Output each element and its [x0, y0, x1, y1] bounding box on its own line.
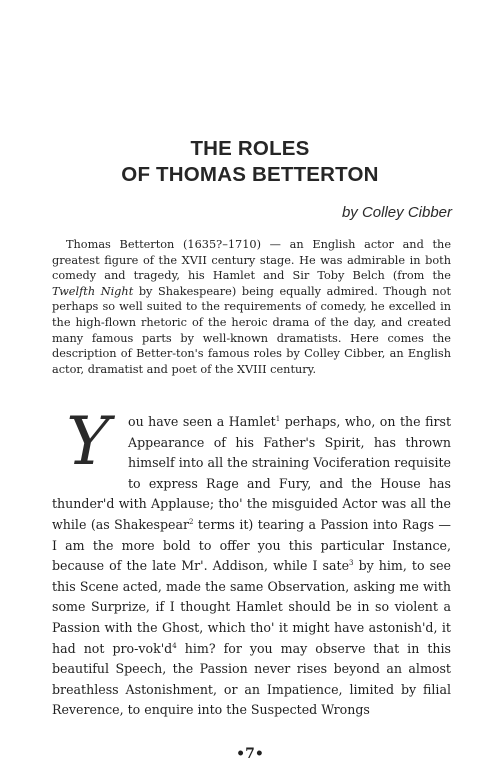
body-paragraph	[52, 403, 452, 721]
body-text-3: terms it) tearing a Passion into Rags — I am the more bold to offer you this particular Instance, because of the late Mr'. Addison, while I sate	[52, 516, 451, 574]
footnote-ref-1[interactable]: 1	[275, 414, 281, 423]
page-number: •7•	[236, 746, 264, 762]
author-byline: by Colley Cibber	[341, 204, 452, 221]
chapter-title-line-2: OF THOMAS BETTERTON	[121, 163, 379, 186]
intro-paragraph	[52, 237, 451, 377]
intro-text-1: Thomas Betterton (1635?–1710) — an English actor and the greatest figure of the XVII century stage. He was admirable in both comedy and tragedy, his Hamlet and Sir Toby Belch (from the	[52, 238, 451, 283]
body-text-5: him? for you may observe that in this beautiful Speech, the Passion never rises beyond an almost breathless Astonishment, or an Impatience, limited by filial Reverence, to enquire into the Suspected Wrongs	[52, 640, 452, 718]
body-text-1: ou have seen a Hamlet	[128, 414, 276, 429]
chapter-title-line-1: THE ROLES	[190, 137, 310, 160]
footnote-ref-2[interactable]: 2	[189, 517, 194, 526]
intro-text-2: by Shakespeare) being equally admired. Though not perhaps so well suited to the requirements of comedy, he excelled in the high-flown rhetoric of the heroic drama of the day, and created many famous parts by well-known dramatists. Here comes the description of Better-ton's famous roles by Colley Cibber, an English actor, dramatist and poet of the XVIII century.	[52, 284, 451, 376]
body-text-2: perhaps, who, on the first Appearance of his Father's Spirit, has thrown himself into all the straining Vociferation requisite to express Rage and Fury, and the House has thunder'd with Applause; tho' the misguided Actor was all the while (as Shakespear	[52, 414, 452, 532]
footnote-ref-3[interactable]: 3	[349, 558, 354, 567]
footnote-ref-4[interactable]: 4	[172, 641, 177, 650]
work-title: Twelfth Night	[52, 284, 134, 298]
body-text-4: by him, to see this Scene acted, made the same Observation, asking me with some Surprize, if I thought Hamlet should be in so violent a Passion with the Ghost, which tho' it might have astonish'd, it had not pro-vok'd	[52, 558, 451, 656]
chapter-title	[0, 136, 500, 188]
drop-cap: Y	[66, 403, 110, 480]
